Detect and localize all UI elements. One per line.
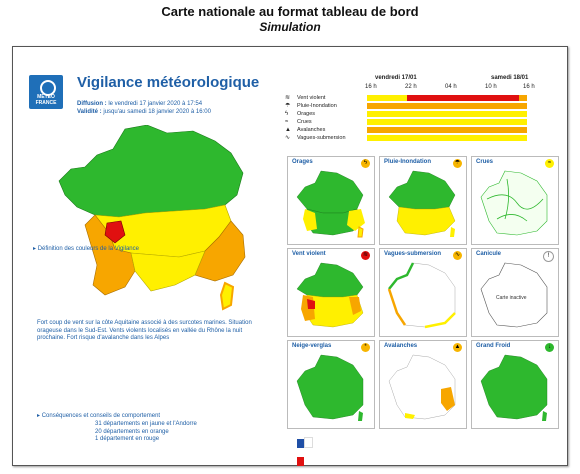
avalanche-icon: ▲ bbox=[285, 127, 291, 133]
panel-title: Orages bbox=[292, 159, 313, 165]
thermometer-icon: ! bbox=[543, 251, 554, 262]
day-2: samedi 18/01 bbox=[491, 75, 529, 81]
panel-title: Grand Froid bbox=[476, 343, 511, 349]
phenomenon-grid bbox=[287, 156, 557, 426]
wave-icon: ∿ bbox=[285, 135, 291, 141]
row-label: Vagues-submersion bbox=[297, 135, 346, 141]
row-segment-orange bbox=[367, 103, 527, 109]
map-zone-green bbox=[59, 125, 243, 217]
timeline-days bbox=[285, 75, 555, 84]
map-zone-corsica bbox=[221, 283, 233, 309]
page-title: Vigilance météorologique bbox=[77, 74, 260, 91]
stat-yellow: 31 départements en jaune et l'Andorre bbox=[95, 421, 197, 427]
panel-orages[interactable] bbox=[287, 156, 375, 245]
wave-icon: ∿ bbox=[454, 252, 461, 258]
panel-title: Vent violent bbox=[292, 251, 326, 257]
mini-map bbox=[477, 353, 553, 423]
mini-map bbox=[385, 169, 461, 239]
hour-5: 16 h bbox=[523, 84, 535, 90]
validite-value: jusqu'au samedi 18 janvier 2020 à 16:00 bbox=[103, 109, 211, 115]
france-vigilance-map[interactable] bbox=[55, 125, 255, 315]
dashboard-frame bbox=[12, 46, 568, 466]
caption-title: Carte nationale au format tableau de bord bbox=[161, 4, 419, 19]
snow-icon: * bbox=[361, 343, 370, 352]
panel-title: Neige-verglas bbox=[292, 343, 332, 349]
panel-vent-violent[interactable] bbox=[287, 248, 375, 337]
row-segment-orange bbox=[367, 127, 527, 133]
color-definition-text: Définition des couleurs de la Vigilance bbox=[37, 246, 139, 252]
row-label: Crues bbox=[297, 119, 312, 125]
figure-caption bbox=[0, 4, 580, 35]
row-label: Vent violent bbox=[297, 95, 326, 101]
day-1: vendredi 17/01 bbox=[375, 75, 417, 81]
rain-flood-icon: ☂ bbox=[285, 103, 291, 109]
panel-title: Avalanches bbox=[384, 343, 418, 349]
mini-map bbox=[385, 353, 461, 423]
timeline-row-avalanche[interactable] bbox=[285, 126, 555, 134]
wind-icon: ≋ bbox=[285, 95, 291, 101]
flood-icon: ≈ bbox=[545, 159, 554, 168]
flood-icon: ≈ bbox=[285, 119, 289, 125]
timeline-row-wave[interactable] bbox=[285, 134, 555, 142]
row-label: Avalanches bbox=[297, 127, 326, 133]
mini-map bbox=[477, 169, 553, 239]
row-segment-orange bbox=[519, 95, 527, 101]
timeline-hours bbox=[285, 84, 555, 93]
panel-vagues-submersion[interactable] bbox=[379, 248, 467, 337]
mini-map bbox=[385, 261, 461, 331]
timeline-row-rain[interactable] bbox=[285, 102, 555, 110]
rain-flood-icon: ☂ bbox=[454, 160, 461, 166]
thermometer-icon: ↓ bbox=[545, 343, 554, 352]
storm-icon: ϟ bbox=[361, 159, 370, 168]
panel-title: Vagues-submersion bbox=[384, 251, 442, 257]
diffusion-value: le vendredi 17 janvier 2020 à 17:54 bbox=[108, 101, 203, 107]
panel-pluie-inondation[interactable] bbox=[379, 156, 467, 245]
diffusion-info bbox=[77, 100, 211, 116]
timeline-row-storm[interactable] bbox=[285, 110, 555, 118]
caption-subtitle: Simulation bbox=[259, 20, 321, 34]
row-segment-red bbox=[407, 95, 519, 101]
panel-canicule[interactable] bbox=[471, 248, 559, 337]
hour-3: 04 h bbox=[445, 84, 457, 90]
avalanche-icon: ▲ bbox=[454, 344, 461, 350]
panel-grand-froid[interactable] bbox=[471, 340, 559, 429]
map-zone-yellow-south bbox=[131, 251, 205, 291]
logo-text: METEO FRANCE bbox=[35, 94, 57, 106]
wind-icon: ≋ bbox=[362, 252, 369, 258]
color-definition-link[interactable]: ▸ Définition des couleurs de la Vigilance bbox=[33, 246, 139, 252]
inactive-map-label: Carte inactive bbox=[496, 295, 527, 301]
meteo-france-logo bbox=[29, 75, 63, 109]
situation-description: Fort coup de vent sur la côte Aquitaine associé à des surcotes marines. Situation orageuse dans le Sud-Est. Vents violents localisés en vallée du Rhône la nuit prochaine. Fort risque d'avalanche dans les Alpes bbox=[37, 320, 252, 341]
hour-2: 22 h bbox=[405, 84, 417, 90]
mini-map bbox=[293, 353, 369, 423]
republique-francaise-logo bbox=[297, 435, 319, 448]
validite-label: Validité : bbox=[77, 109, 102, 115]
row-bar bbox=[367, 135, 527, 141]
mini-map bbox=[293, 261, 369, 331]
consequences-link[interactable]: ▸ Conséquences et conseils de comportement bbox=[37, 413, 161, 419]
timeline-row-wind[interactable] bbox=[285, 94, 555, 102]
panel-title: Pluie-Inondation bbox=[384, 159, 431, 165]
diffusion-label: Diffusion : bbox=[77, 101, 107, 107]
panel-neige-verglas[interactable] bbox=[287, 340, 375, 429]
timeline-row-flood[interactable] bbox=[285, 118, 555, 126]
panel-title: Crues bbox=[476, 159, 494, 165]
row-bar bbox=[367, 111, 527, 117]
storm-icon: ϟ bbox=[285, 111, 289, 117]
stat-red: 1 département en rouge bbox=[95, 436, 160, 442]
mini-map bbox=[293, 169, 369, 239]
row-label: Orages bbox=[297, 111, 316, 117]
department-stats bbox=[95, 421, 197, 444]
hour-4: 10 h bbox=[485, 84, 497, 90]
stat-orange: 20 départements en orange bbox=[95, 428, 169, 435]
panel-avalanches[interactable] bbox=[379, 340, 467, 429]
panel-title: Canicule bbox=[476, 251, 502, 257]
consequences-text: Conséquences et conseils de comportement bbox=[41, 413, 161, 419]
panel-crues[interactable] bbox=[471, 156, 559, 245]
row-label: Pluie-Inondation bbox=[297, 103, 337, 109]
row-bar bbox=[367, 119, 527, 125]
hour-1: 16 h bbox=[365, 84, 377, 90]
